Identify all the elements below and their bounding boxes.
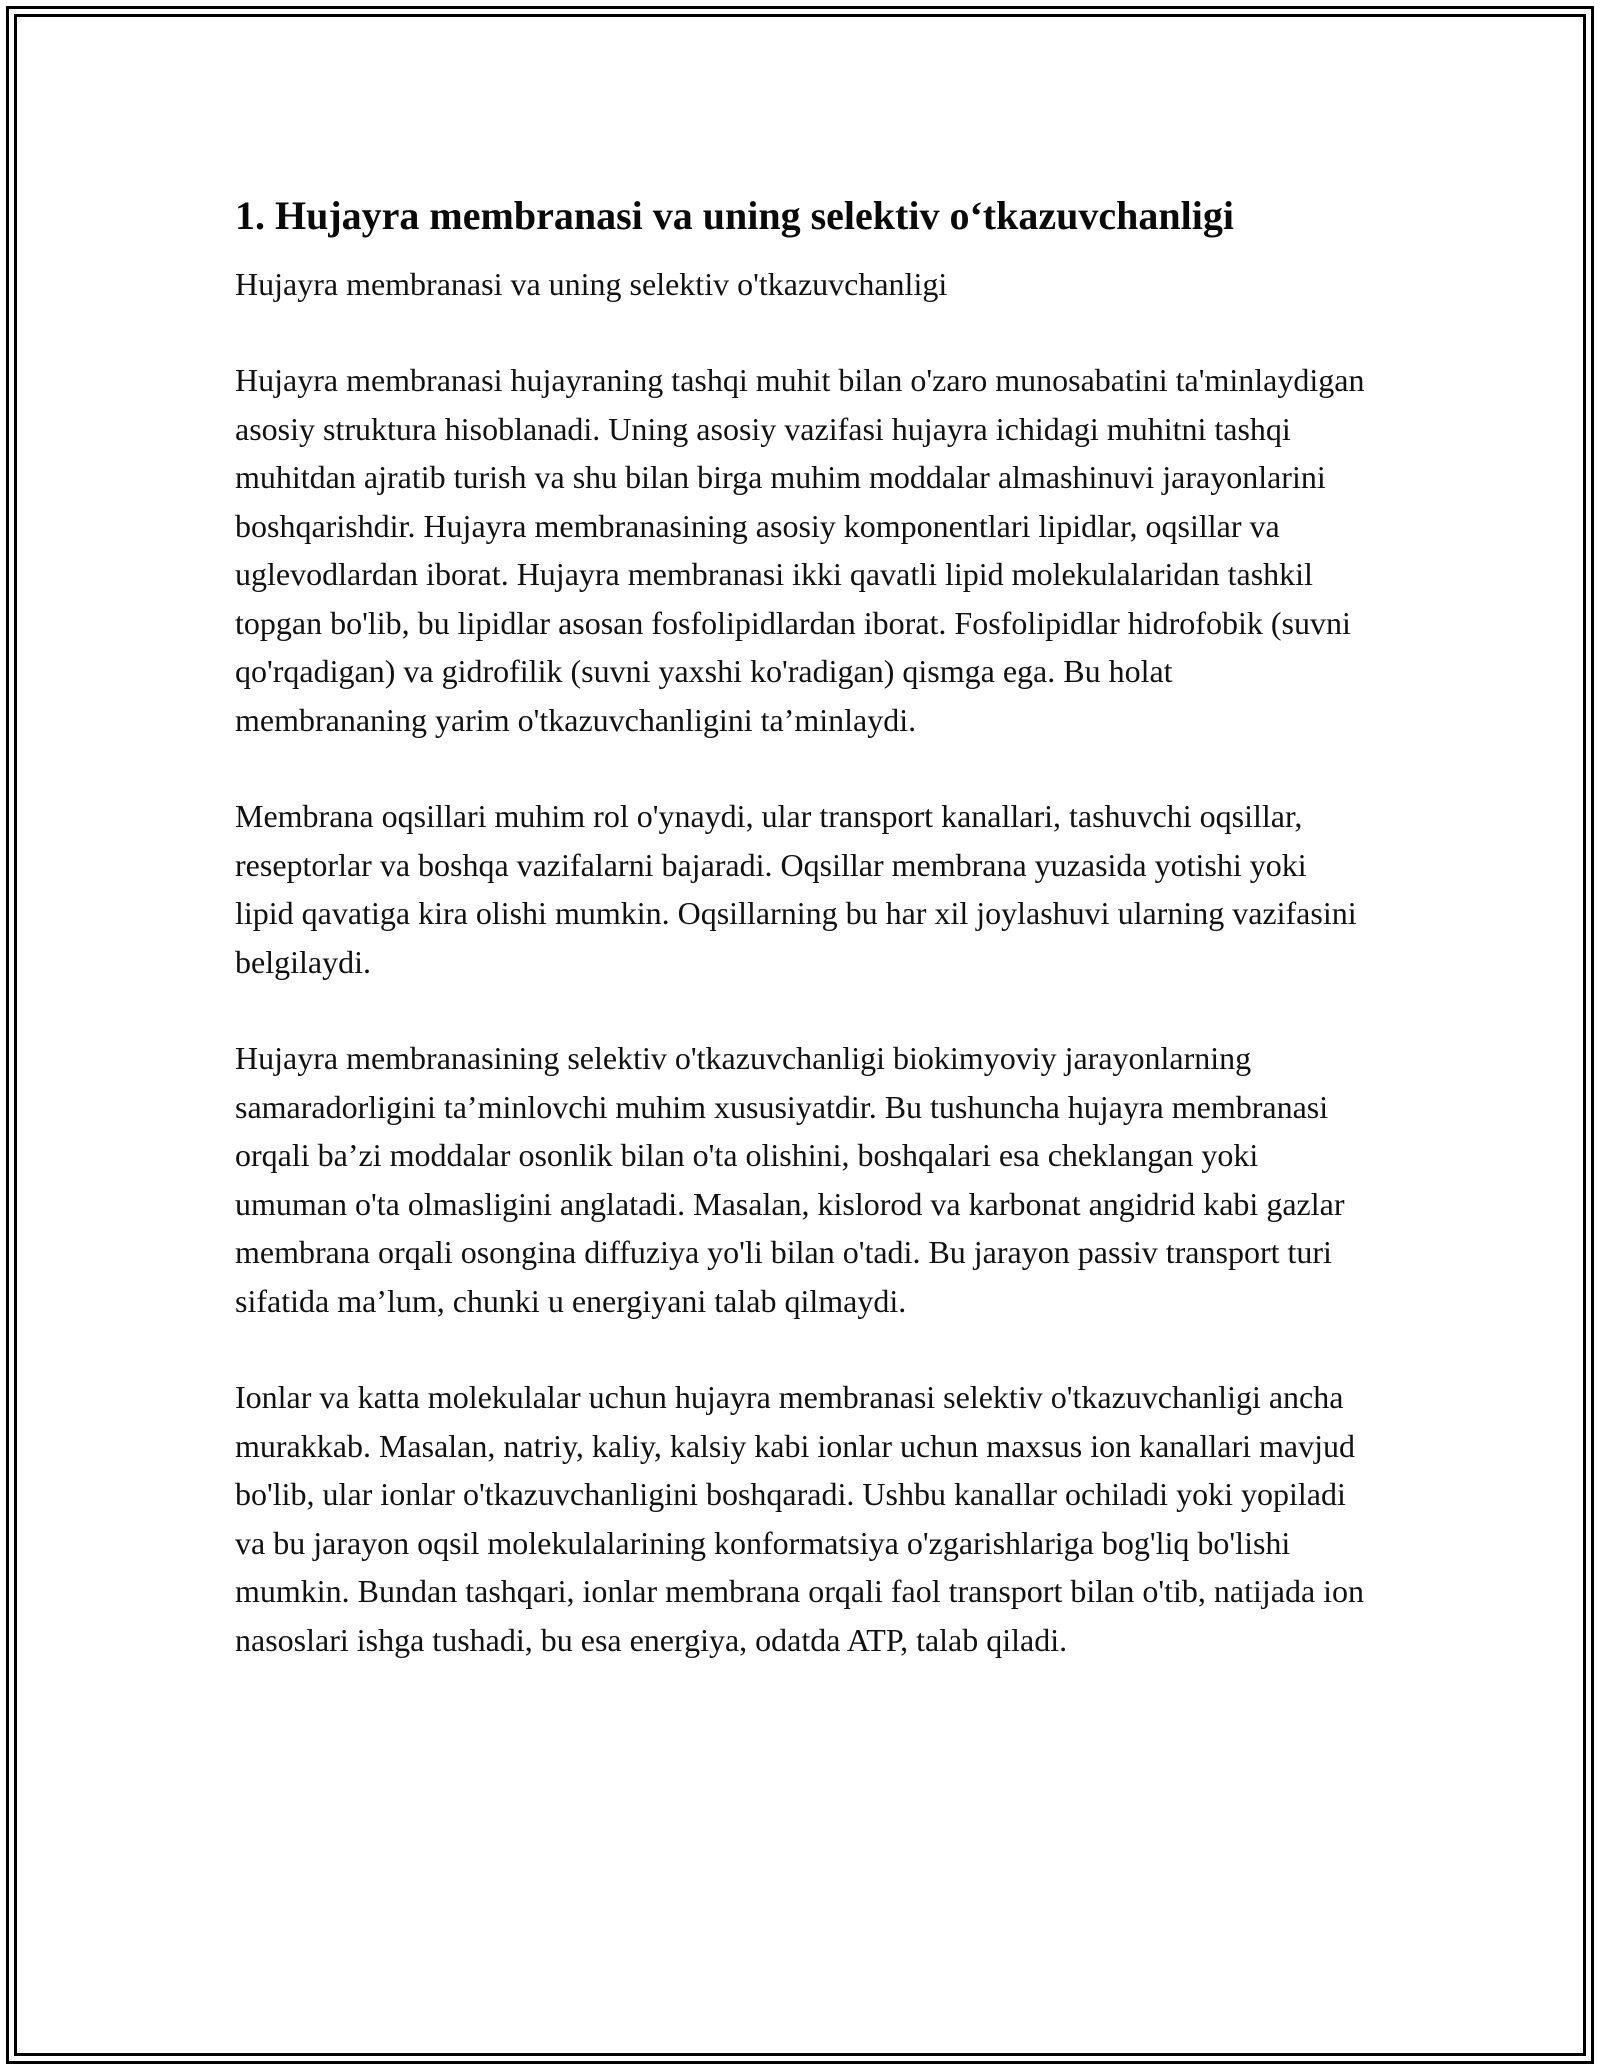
paragraph-1: Hujayra membranasi hujayraning tashqi muhit bilan o'zaro munosabatini ta'minlaydigan asosiy struktura hisoblanadi. Uning asosiy vazifasi hujayra ichidagi muhitni tashqi muhitdan ajratib turish va shu bilan birga muhim moddalar almashinuvi jarayonlarini boshqarishdir. Hujayra membranasining asosiy komponentlari lipidlar, oqsillar va uglevodlardan iborat. Hujayra membranasi ikki qavatli lipid molekulalaridan tashkil topgan bo'lib, bu lipidlar asosan fosfolipidlardan iborat. Fosfolipidlar hidrofobik (suvni qo'rqadigan) va gidrofilik (suvni yaxshi ko'radigan) qismga ega. Bu holat membrananing yarim o'tkazuvchanligini ta’minlaydi. <box>235 362 1365 738</box>
document-title: 1. Hujayra membranasi va uning selektiv o‘tkazuvchanligi <box>235 193 1234 238</box>
paragraph-2: Membrana oqsillari muhim rol o'ynaydi, ular transport kanallari, tashuvchi oqsillar, reseptorlar va boshqa vazifalarni bajaradi. Oqsillar membrana yuzasida yotishi yoki lipid qavatiga kira olishi mumkin. Oqsillarning bu har xil joylashuvi ularning vazifasini belgilaydi. <box>235 798 1357 980</box>
paragraph-4: Ionlar va katta molekulalar uchun hujayra membranasi selektiv o'tkazuvchanligi ancha murakkab. Masalan, natriy, kaliy, kalsiy kabi ionlar uchun maxsus ion kanallari mavjud bo'lib, ular ionlar o'tkazuvchanligini boshqaradi. Ushbu kanallar ochiladi yoki yopiladi va bu jarayon oqsil molekulalarining konformatsiya o'zgarishlariga bog'liq bo'lishi mumkin. Bundan tashqari, ionlar membrana orqali faol transport bilan o'tib, natijada ion nasoslari ishga tushadi, bu esa energiya, odatda ATP, talab qiladi. <box>235 1379 1365 1658</box>
paragraph-3: Hujayra membranasining selektiv o'tkazuvchanligi biokimyoviy jarayonlarning samaradorligini ta’minlovchi muhim xususiyatdir. Bu tushuncha hujayra membranasi orqali ba’zi moddalar osonlik bilan o'ta olishini, boshqalari esa cheklangan yoki umuman o'ta olmasligini anglatadi. Masalan, kislorod va karbonat angidrid kabi gazlar membrana orqali osongina diffuziya yo'li bilan o'tadi. Bu jarayon passiv transport turi sifatida ma’lum, chunki u energiyani talab qilmaydi. <box>235 1040 1345 1319</box>
document-body <box>235 190 1365 1664</box>
document-subtitle: Hujayra membranasi va uning selektiv o'tkazuvchanligi <box>235 266 948 302</box>
